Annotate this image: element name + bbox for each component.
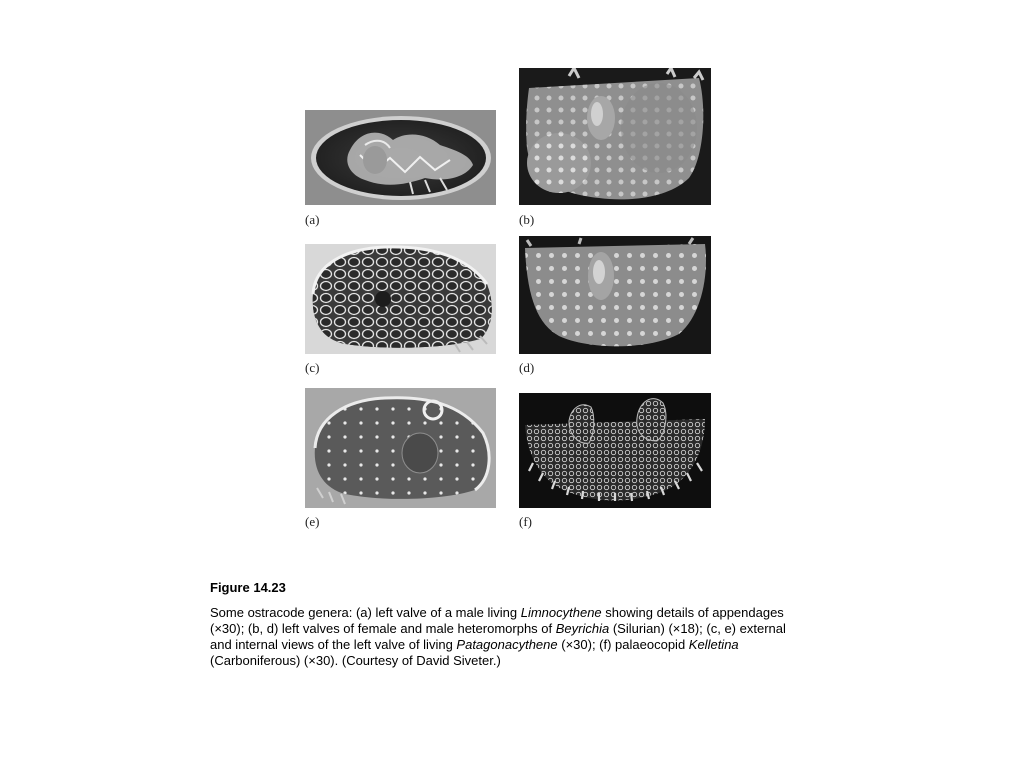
panel-a-photo bbox=[305, 110, 496, 205]
caption-genus-beyrichia: Beyrichia bbox=[555, 621, 610, 636]
panel-c-label: (c) bbox=[305, 360, 320, 375]
caption-genus-limnocythene: Limnocythene bbox=[520, 605, 602, 620]
panel-f-photo bbox=[519, 393, 711, 508]
panel-e-photo bbox=[305, 388, 496, 508]
panel-b-photo bbox=[519, 68, 711, 205]
caption-text-4: (×30); (f) palaeocopid bbox=[557, 637, 689, 652]
panel-d-label: (d) bbox=[519, 360, 535, 375]
caption-text-3: (Silurian) (×18); (c, e) external and internal views of the left valve of living bbox=[210, 621, 786, 652]
panel-c-photo bbox=[305, 244, 496, 354]
caption-text-1: Some ostracode genera: (a) left valve of a male living bbox=[210, 605, 521, 620]
caption-text-2: showing details of appendages (×30); (b, d) left valves of female and male heteromorphs of bbox=[210, 605, 784, 636]
panel-a-label: (a) bbox=[305, 212, 320, 227]
panel-b-label: (b) bbox=[519, 212, 535, 227]
panel-f-label: (f) bbox=[519, 514, 532, 529]
caption-text-5: (Carboniferous) (×30). (Courtesy of David Siveter.) bbox=[210, 653, 501, 668]
caption-genus-patagonacythene: Patagonacythene bbox=[456, 637, 558, 652]
figure-title: Figure 14.23 bbox=[210, 580, 286, 595]
panel-e-label: (e) bbox=[305, 514, 320, 529]
figure-caption bbox=[210, 605, 810, 669]
caption-genus-kelletina: Kelletina bbox=[688, 637, 739, 652]
panel-d-photo bbox=[519, 236, 711, 354]
